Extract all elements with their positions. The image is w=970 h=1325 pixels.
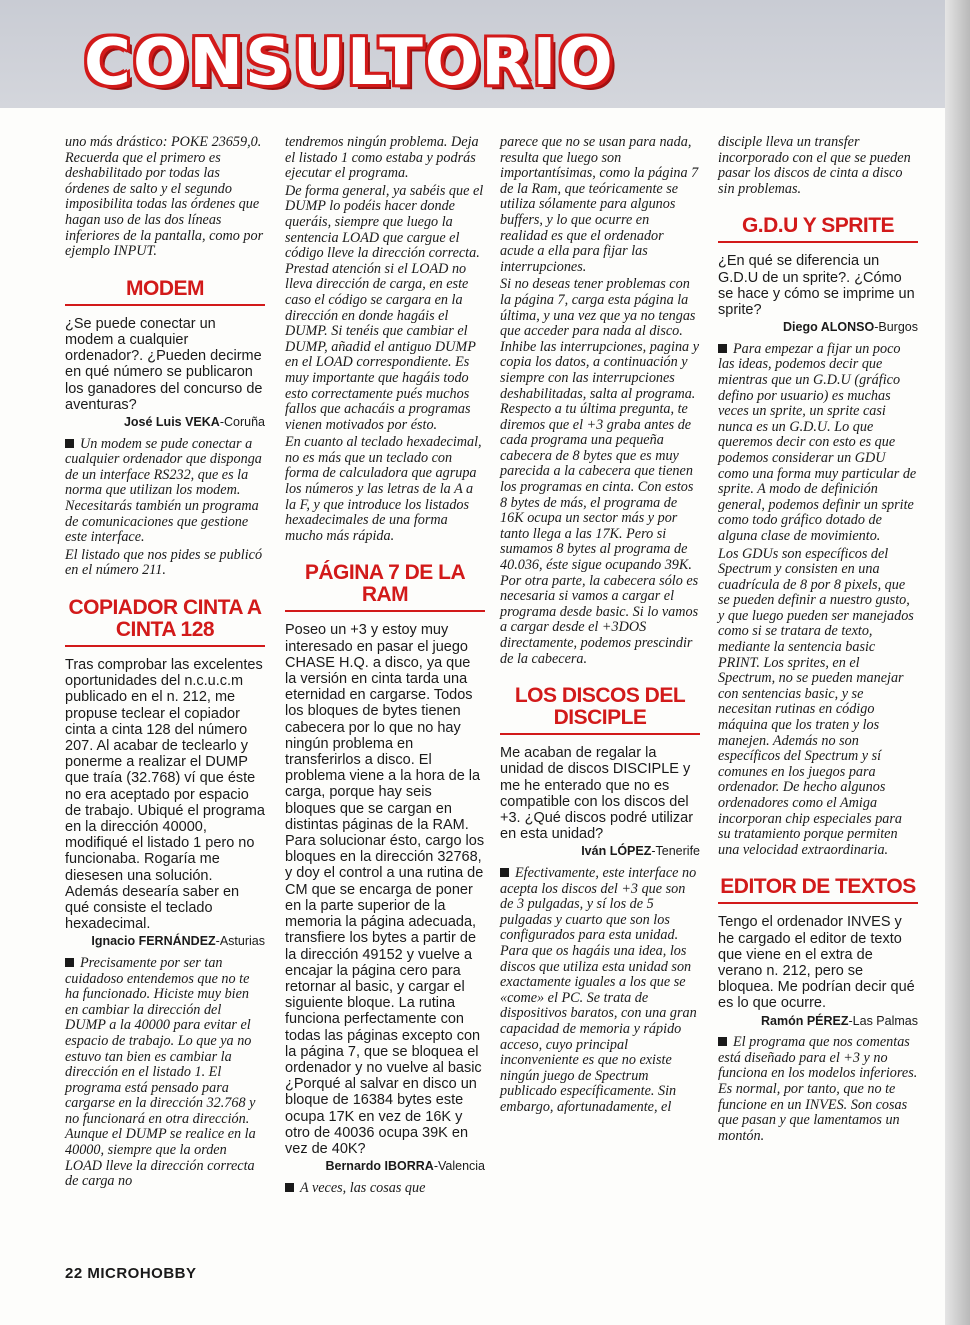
question-text: ¿En qué se diferencia un G.D.U de un sprite?. ¿Cómo se hace y cómo se imprime un sprite? (718, 253, 915, 318)
column-4 (718, 135, 918, 1146)
answer-text: El programa que nos comentas está diseñado para el +3 y no funciona en los modelos inferiores. Es normal, por tanto, que no te funcione en un INVES. Son cosas que pasan y que lamentamos un montón. (718, 1034, 918, 1144)
question-text: Poseo un +3 y estoy muy interesado en pasar el juego CHASE H.Q. a disco, ya que la versión en cinta tarda una eternidad en cargarse. Todos los bloques de bytes tienen cabecera por lo que no hay ningún problema en transferirlos a disco. El problema viene a la hora de la carga, porque hay seis bloques que se cargan en distintas páginas de la RAM. Para solucionar ésto, cargo los bloques en la dirección 32768, y doy el control a una rutina de CM que se encarga de poner en la parte superior de la memoria la página adecuada, transfiere los bytes a partir de la dirección 49152 y vuelve a encajar la página cero para retornar al basic, y cargar el siguiente bloque. La rutina funciona perfectamente con todas las páginas excepto con la página 7, que se bloquea el ordenador y no vuelve al basic ¿Porqué al salvar en disco un bloque de 16384 bytes este ocupa 17K en vez de 16K y otro de 40036 ocupa 39K en vez de 40K? (285, 622, 485, 1157)
section-title-modem: MODEM (65, 278, 265, 306)
square-bullet-icon (718, 344, 727, 353)
signature (65, 934, 265, 950)
signature-name: Bernardo IBORRA (325, 1159, 434, 1174)
column-1 (65, 135, 265, 1192)
signature-place: -Tenerife (651, 844, 700, 859)
answer-text: Precisamente por ser tan cuidadoso entendemos que no te ha funcionado. Hiciste muy bien en cambiar la dirección del DUMP a la 40000 para evitar el espacio de trabajo. Lo que ya no estuvo tan bien es cambiar la dirección en el listado 1. El programa está pensado para cargarse en la dirección 32.768 y no funcionará en otra dirección. Aunque el DUMP se realice en la 40000, siempre que la orden LOAD lleve la dirección correcta de carga no (65, 954, 256, 1190)
answer-text: Los GDUs son específicos del Spectrum y consisten en una cuadrícula de 8 por 8 pixels, que se pueden definir a nuestro gusto, y que luego pueden ser manejados como si se tratara de texto, mediante la sentencia basic PRINT. Los sprites, en el Spectrum, no se pueden manejar con sentencias basic, y se necesitan rutinas en código máquina que los traten y los manejen. Además no son específicos del Spectrum y sí comunes en los juegos para ordenador. De hecho algunos ordenadores como el Amiga incorporan chip especiales para su tratamiento porque permiten una velocidad extraordinaria. (718, 545, 914, 858)
signature-name: José Luis VEKA (123, 414, 220, 429)
section-title-editor: EDITOR DE TEXTOS (718, 876, 918, 904)
signature-place: -Burgos (874, 320, 918, 335)
square-bullet-icon (65, 958, 74, 967)
section-title-gdu: G.D.U Y SPRITE (718, 215, 918, 243)
signature (500, 844, 700, 860)
column-3 (500, 135, 700, 1118)
signature-name: Ignacio FERNÁNDEZ (91, 934, 216, 949)
page-footer: 22 MICROHOBBY (65, 1265, 197, 1282)
signature-name: Ramón PÉREZ (761, 1013, 849, 1028)
question-text: Tras comprobar las excelentes oportunidades del n.c.u.c.m publicado en el n. 212, me propuse teclear el copiador cinta a cinta 128 del número 207. Al acabar de teclearlo y ponerme a realizar el DUMP que traía (32.768) ví que éste no era aceptado por espacio de trabajo. Ubiqué el programa en la dirección 40000, modifiqué el listado 1 pero no funcionaba. Rogaría me diesesen una solución. Además desearía saber en qué consiste el teclado hexadecimal. (65, 656, 265, 933)
answer-text: Un modem se pude conectar a cualquier ordenador que disponga de un interface RS232, que es la norma que utilizan los modem. Necesitarás también un programa de comunicaciones que gestione este interface. (65, 435, 262, 546)
answer-text: Efectivamente, este interface no acepta los discos del +3 que son de 3 pulgadas, y sí los de 5 pulgadas y cuarto que son los configurados para esta unidad. Para que os hagáis una idea, los discos que utiliza esta unidad son exactamente iguales a los que se «come» el PC. Se trata de dispositivos baratos, con una gran capacidad de memoria y rápido acceso, cuyo principal inconveniente es que no existe ningún juego de Spectrum publicado específicamente. Sin embargo, afortunadamente, el (500, 865, 697, 1115)
answer-text: De forma general, ya sabéis que el DUMP lo podéis hacer donde queráis, siempre que luego la sentencia LOAD que cargue el código lleve la dirección correcta. Prestad atención si el LOAD no lleva dirección de carga, en este caso el código se cargara en la dirección en donde hagáis el DUMP. Si tenéis que cambiar el DUMP, añadid el antiguo DUMP en el LOAD correspondiente. Es muy importante que hagáis todo esto correctamente pués muchos fallos que achacáis a programas vienen motivados por ésto. (285, 182, 484, 433)
answer-text: A veces, las cosas que (285, 1181, 485, 1197)
answer-text: parece que no se usan para nada, resulta que luego son importantísimas, como la página 7 de la Ram, que teóricamente se utiliza sólamente para algunos buffers, y lo que ocurre en realidad es que el ordenador acude a ella para fijar las interrupciones. (500, 134, 699, 275)
signature (285, 1159, 485, 1175)
signature-name: Diego ALONSO (783, 320, 875, 335)
answer-text: tendremos ningún problema. Deja el listado 1 como estaba y podrás ejecutar el programa. (285, 134, 479, 182)
square-bullet-icon (500, 868, 509, 877)
signature-name: Iván LÓPEZ (581, 844, 652, 859)
signature (718, 1014, 918, 1030)
answer-text: Si no deseas tener problemas con la página 7, carga esta página la última, y una vez que ya no tengas que acceder para nada al disco. Inhibe las interrupciones, pagina y copia los datos, a continuación y siempre con las interrupciones deshabilitadas, salta al programa. Respecto a tu última pregunta, te diremos que el +3 graba antes de cada programa una pequeña cabecera de 8 bytes que es muy parecida a la cabecera que tienen los programas en cinta. Con estos 8 bytes de más, el programa de 16K ocupa un sector más y por tanto llega a las 17K. Pero si sumamos 8 bytes al programa de 40.036, éste sigue ocupando 39K. Por otra parte, la cabecera sólo es necesaria si vamos a cargar el programa desde basic. Si lo vamos a cargar desde el +3DOS directamente, podemos prescindir de la cabecera. (500, 276, 699, 667)
signature (718, 320, 918, 336)
signature-place: -Asturias (215, 934, 265, 949)
signature (65, 415, 265, 431)
page-title: CONSULTORIO (84, 26, 615, 100)
answer-text: disciple lleva un transfer incorporado con el que se pueden pasar los discos de cinta a disco sin problemas. (718, 134, 911, 197)
answer-text: uno más drástico: POKE 23659,0. Recuerda que el primero es deshabilitado por todas las órdenes de salto y el segundo imposibilita todas las órdenes que hagan uso de las dos líneas inferiores de la pantalla, como por ejemplo INPUT. (65, 134, 264, 260)
question-text: Tengo el ordenador INVES y he cargado el editor de texto que viene en el extra de verano n. 212, pero se bloquea. Me podrían decir qué es lo que ocurre. (718, 914, 915, 1012)
signature-place: -Las Palmas (848, 1013, 918, 1028)
section-title-discos: LOS DISCOS DEL DISCIPLE (500, 685, 700, 735)
question-text: ¿Se puede conectar un modem a cualquier ordenador?. ¿Pueden decirme en qué número se publicaron los ganadores del concurso de aventuras? (65, 315, 263, 413)
page-edge (945, 0, 970, 1325)
square-bullet-icon (718, 1037, 727, 1046)
column-2 (285, 135, 485, 1198)
square-bullet-icon (285, 1183, 294, 1192)
answer-text: En cuanto al teclado hexadecimal, no es más que un teclado con forma de calculadora que agrupa los números y las letras de la A a la F, y que introduce los listados hexadecimales de una forma mucho más rápida. (285, 434, 482, 544)
question-text: Me acaban de regalar la unidad de discos DISCIPLE y me he enterado que no es compatible con los discos del +3. ¿Qué discos podré utilizar en esta unidad? (500, 745, 694, 843)
section-title-pagina: PÁGINA 7 DE LA RAM (285, 562, 485, 612)
answer-text: Para empezar a fijar un poco las ideas, podemos decir que mientras que un G.D.U (gráfico defino por usuario) es muchas veces un sprite, un sprite casi nunca es un G.D.U. Lo que queremos decir con esto es que podemos considerar un GDU como una forma muy particular de sprite. A modo de definición general, podemos definir un sprite como todo gráfico dotado de alguna clase de movimiento. (718, 340, 917, 544)
square-bullet-icon (65, 439, 74, 448)
answer-text: El listado que nos pides se publicó en el número 211. (65, 546, 263, 579)
signature-place: -Coruña (219, 414, 265, 429)
header-banner (0, 0, 945, 108)
signature-place: -Valencia (433, 1159, 485, 1174)
section-title-copiador: COPIADOR CINTA A CINTA 128 (65, 597, 265, 647)
